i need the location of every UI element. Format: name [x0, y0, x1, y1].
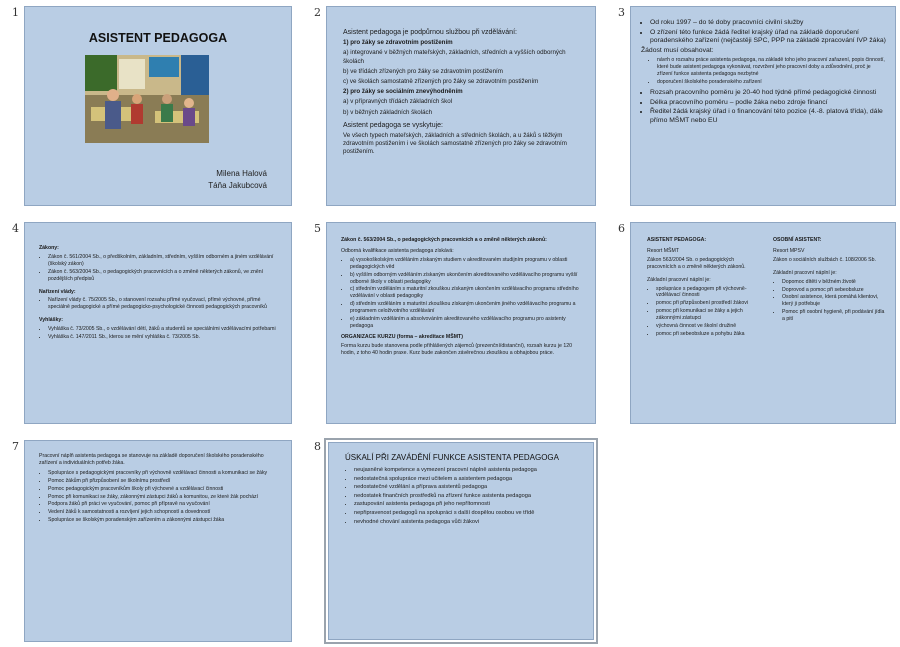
section-heading: Základní pracovní náplní je: [773, 269, 837, 276]
slide-title: ASISTENT PEDAGOGA [88, 31, 228, 45]
section-heading: Asistent pedagoga se vyskytuje: [343, 121, 444, 129]
list-item: • Podpora žáků při práci ve vyučování, pomoc při přípravě na vyučování [48, 501, 283, 508]
slide-thumbnail-1[interactable] [24, 6, 292, 206]
list-item: • Pomoc při komunikaci se žáky, zákonnými zástupci žáků a komunitou, ze které žák pochází [48, 494, 283, 501]
list-item: • výchovná činnost ve školní družině [656, 323, 759, 330]
slide-title: ÚSKALÍ PŘI ZAVÁDĚNÍ FUNKCE ASISTENTA PEDAGOGA [345, 453, 559, 462]
list-item: • e) základním vzděláním a absolvováním akreditovaného vzdělávacího programu pro asistenty pedagoga [350, 316, 585, 330]
list-item: • pomoc při sebeobsluze a pohybu žáka [656, 331, 759, 338]
slide-number: 2 [314, 6, 321, 19]
list-item: • pomoc při komunikaci se žáky a jejich zákonnými zástupci [656, 308, 759, 322]
list-item: • Vyhláška č. 73/2005 Sb., o vzdělávání dětí, žáků a studentů se speciálními vzdělávacími potřebami [48, 326, 281, 333]
author-name: Milena Halová [216, 169, 267, 178]
list-item: • nedostatečná spolupráce mezi učitelem a asistentem pedagoga [354, 476, 581, 484]
law-text: Zákon 563/2004 Sb. o pedagogických pracovnících a o změně některých zákonů. [647, 256, 746, 270]
slide-number: 5 [314, 222, 321, 235]
column-heading: OSOBNÍ ASISTENT: [773, 237, 822, 243]
list-item: • Pomoc při osobní hygieně, při podávání jídla a pití [782, 309, 885, 323]
list-item: • doporučení školského poradenského zařízení [657, 79, 887, 86]
paragraph: Ve všech typech mateřských, základních a středních školách, a u žáků s těžkým zdravotním postižením i ve školách samostatně zřízených pro žáky se zdravotním postižením. [343, 132, 567, 156]
classroom-photo [85, 55, 209, 143]
list-item: • spolupráce s pedagogem při výchovně-vzdělávací činnosti [656, 286, 759, 300]
list-item: • Zákon č. 563/2004 Sb., o pedagogických pracovnících a o změně některých zákonů, ve znění pozdějších předpisů [48, 269, 281, 283]
paragraph: Forma kurzu bude stanovena podle přihlášených zájemců (prezenční/distanční), rozsah kurzu je 120 hodin, z toho 40 hodin praxe. Kurz bude zakončen závěrečnou zkouškou a obhajobou práce. [341, 342, 572, 356]
list-item: • Délka pracovního poměru – podle žáka nebo zdroje financí [650, 99, 887, 108]
list-item: • nevhodné chování asistenta pedagoga vůči žákovi [354, 519, 581, 527]
list-item: b) ve třídách zřízených pro žáky se zdravotním postižením [343, 67, 503, 75]
list-item: • nepřipravenost pedagogů na spolupráci s další dospělou osobou ve třídě [354, 510, 581, 518]
resort-label: Resort MPSV [773, 247, 805, 254]
list-item: c) ve školách samostatně zřízených pro žáky se zdravotním postižením [343, 78, 539, 86]
slide-thumbnail-6[interactable] [630, 222, 896, 424]
list-item: • Ředitel žádá krajský úřad i o financování této pozice (4.-8. platová třída), dále přímo MŠMT nebo EU [650, 108, 887, 125]
slide-number: 1 [12, 6, 19, 19]
slide-thumbnail-8[interactable] [328, 442, 594, 640]
list-item: • Rozsah pracovního poměru je 20-40 hod týdně přímé pedagogické činnosti [650, 89, 887, 98]
section-heading: 1) pro žáky se zdravotním postižením [343, 39, 453, 47]
list-item: • nedostatečné vzdělání a příprava asistentů pedagoga [354, 484, 581, 492]
law-text: Zákon o sociálních službách č. 108/2006 Sb. [773, 256, 876, 263]
slide-thumbnail-3[interactable] [630, 6, 896, 206]
list-item: • Vedení žáků k samostatnosti a rozvíjení jejich schopností a dovedností [48, 509, 283, 516]
list-item: • Vyhláška č. 147/2011 Sb., kterou se mění vyhláška č. 73/2005 Sb. [48, 334, 281, 341]
list-item: • Spolupráce se školským poradenským zařízením a zákonnými zástupci žáka [48, 517, 283, 524]
list-item: • O zřízení této funkce žádá ředitel krajský úřad na základě doporučení poradenského zařízení (nejčastěji SPC, PPP na základě zpracování IVP žáka) [650, 29, 887, 46]
author-name: Táňa Jakubcová [208, 181, 267, 190]
list-item: • pomoc při přizpůsobení prostředí žákovi [656, 300, 759, 307]
slide-intro: Zákon č. 563/2004 Sb., o pedagogických pracovnících a o změně některých zákonů: [341, 237, 547, 243]
list-item: • neujasněné kompetence a vymezení pracovní náplně asistenta pedagoga [354, 467, 581, 475]
list-item: • Spolupráce s pedagogickými pracovníky při výchovně vzdělávací činnosti a komunikaci se žáky [48, 470, 283, 477]
slide-number: 8 [314, 440, 321, 453]
slide-intro: Pracovní náplň asistenta pedagoga se stanovuje na základě doporučení školského poradenského zařízení a individuálních potřeb žáka. [39, 453, 264, 466]
list-item: • Doprovod a pomoc při sebeobsluze [782, 287, 885, 294]
section-heading: Žádost musí obsahovat: [641, 46, 714, 54]
section-heading: Zákony: [39, 245, 59, 251]
slide-thumbnail-2[interactable] [326, 6, 596, 206]
list-item: • b) vyšším odborným vzděláním získaným ukončením akreditovaného vzdělávacího programu vyšší odborné školy v oblasti pedagogiky [350, 272, 585, 286]
list-item: • Zákon č. 561/2004 Sb., o předškolním, základním, středním, vyšším odborném a jiném vzdělávání (školský zákon) [48, 254, 281, 268]
list-item: • a) vysokoškolským vzděláním získaným studiem v akreditovaném studijním programu v oblasti pedagogických věd [350, 257, 585, 271]
slide-thumbnail-4[interactable] [24, 222, 292, 424]
slide-number: 3 [618, 6, 625, 19]
column-heading: ASISTENT PEDAGOGA: [647, 237, 707, 243]
section-heading: Nařízení vlády: [39, 288, 76, 295]
list-item: • Pomoc žákům při přizpůsobení se školnímu prostředí [48, 478, 283, 485]
list-item: • Pomoc pedagogickým pracovníkům školy při výchovné a vzdělávací činnosti [48, 486, 283, 493]
slide-thumbnail-5[interactable] [326, 222, 596, 424]
slide-thumbnail-7[interactable] [24, 440, 292, 642]
list-item: • Dopomoc dítěti v běžném životě [782, 279, 885, 286]
list-item: • nedostatek finančních prostředků na zřízení funkce asistenta pedagoga [354, 493, 581, 501]
list-item: • Od roku 1997 – do té doby pracovníci civilní služby [650, 19, 887, 28]
list-item: • zastupování asistenta pedagoga při jeho nepřítomnosti [354, 501, 581, 509]
section-heading: 2) pro žáky se sociálním znevýhodněním [343, 88, 463, 96]
list-item: • c) středním vzděláním s maturitní zkouškou získaným ukončením vzdělávacího programu středního vzdělávání v oblasti pedagogiky [350, 286, 585, 300]
slide-number: 7 [12, 440, 19, 453]
list-item: • Nařízení vlády č. 75/2005 Sb., o stanovení rozsahu přímé vyučovací, přímé výchovné, přímé speciálně pedagogické a přímé pedagogicko-psychologické činnosti pedagogických pracovníků [48, 297, 281, 311]
section-heading: Základní pracovní náplní je: [647, 276, 711, 283]
paragraph: Odborná kvalifikace asistenta pedagoga získává: [341, 247, 454, 254]
section-heading: ORGANIZACE KURZU (forma – akreditace MŠMT) [341, 333, 463, 340]
resort-label: Resort MŠMT [647, 247, 679, 254]
list-item: a) integrované v běžných mateřských, základních, středních a vyšších odborných školách [343, 49, 566, 65]
slide-number: 4 [12, 222, 19, 235]
list-item: • Osobní asistence, která pomáhá klientovi, který ji potřebuje [782, 294, 885, 308]
list-item: • d) středním vzděláním s maturitní zkouškou získaným ukončením jiného vzdělávacího programu a programem celoživotního vzdělávání [350, 301, 585, 315]
list-item: a) v přípravných třídách základních škol [343, 98, 453, 106]
list-item: • návrh o rozsahu práce asistenta pedagoga, na základě toho jeho pracovní zařazení, popis činností, které bude asistent pedagoga vykonávat, rozvržení jeho pracovní doby a zdůvodnění, proč je zřízení funkce asistenta pedagoga nezbytné [657, 57, 887, 78]
slide-intro: Asistent pedagoga je podpůrnou službou při vzdělávání: [343, 29, 517, 36]
section-heading: Vyhlášky: [39, 317, 64, 324]
list-item: b) v běžných základních školách [343, 108, 433, 116]
slide-number: 6 [618, 222, 625, 235]
